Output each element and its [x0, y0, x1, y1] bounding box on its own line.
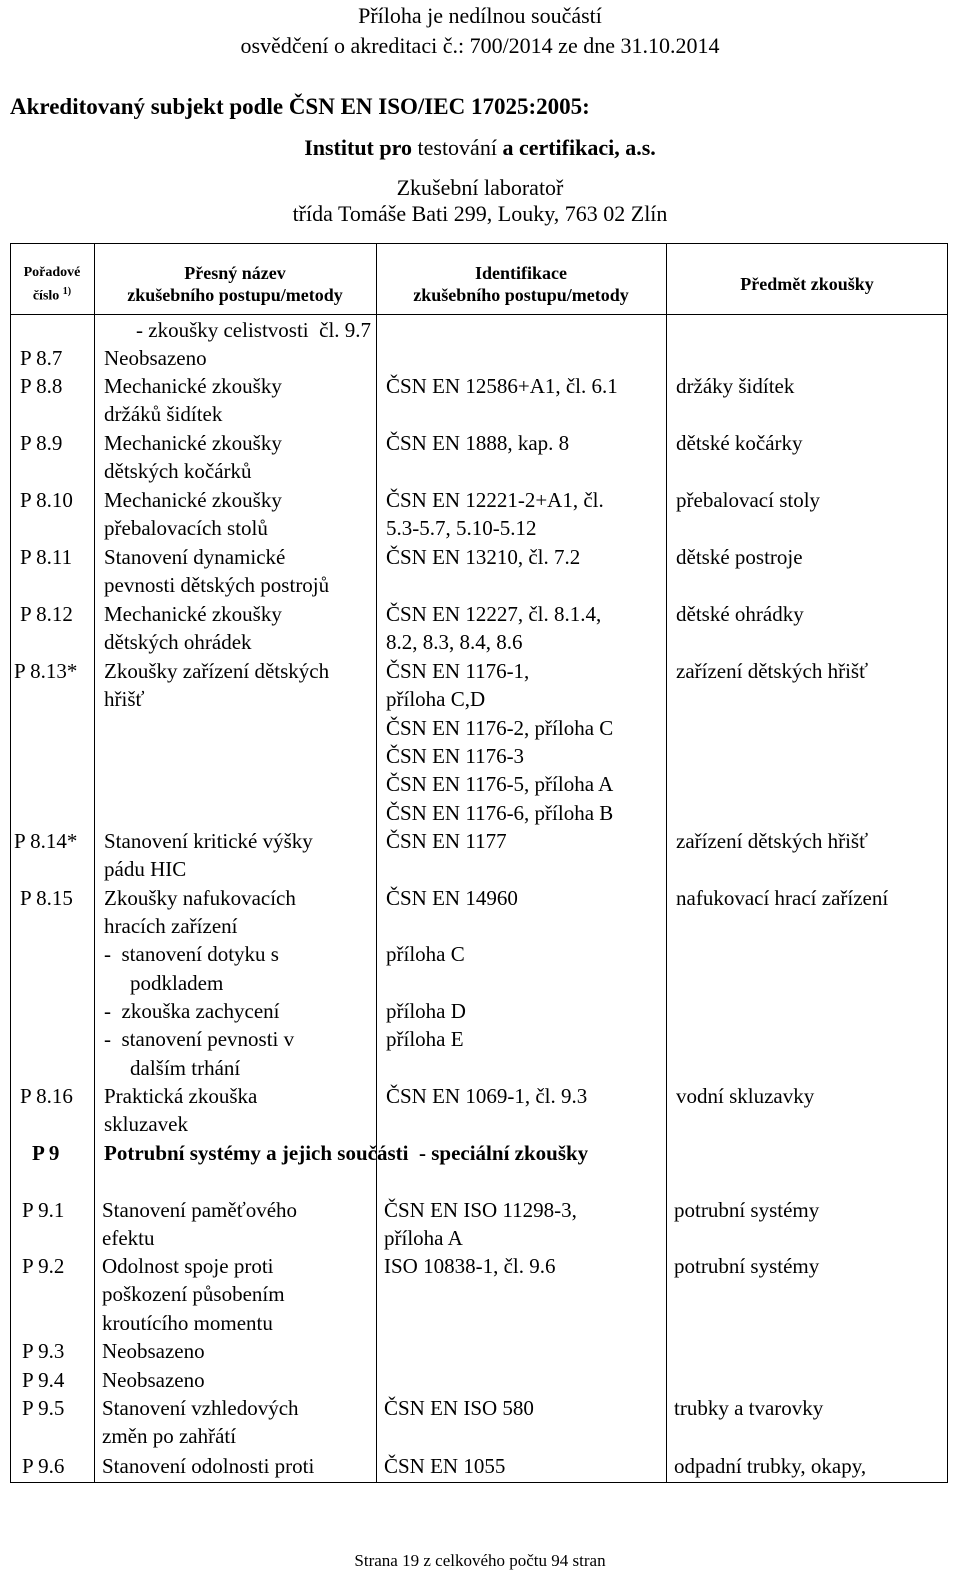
row-identification: ČSN EN 1055	[384, 1454, 506, 1478]
row-identification: ISO 10838-1, čl. 9.6	[384, 1254, 556, 1278]
row-name: hřišť	[104, 687, 145, 711]
row-name: Stanovení dynamické	[104, 545, 286, 569]
row-name: přebalovacích stolů	[104, 516, 268, 540]
row-subject: potrubní systémy	[674, 1254, 820, 1278]
row-number: P 9.1	[22, 1198, 65, 1222]
row-name: hracích zařízení	[104, 914, 238, 938]
row-name: - stanovení pevnosti v	[104, 1027, 295, 1051]
row-name: Mechanické zkoušky	[104, 374, 282, 398]
row-name: - stanovení dotyku s	[104, 942, 279, 966]
col-divider-1	[94, 243, 95, 1483]
table-left-border	[10, 243, 11, 1483]
row-identification: příloha C,D	[386, 687, 486, 711]
row-name: kroutícího momentu	[102, 1311, 273, 1335]
row-name: změn po zahřátí	[102, 1424, 237, 1448]
row-subject: držáky šidítek	[676, 374, 795, 398]
row-number: P 8.15	[20, 886, 73, 910]
row-number: P 8.9	[20, 431, 63, 455]
row-subject: zařízení dětských hřišť	[676, 829, 869, 853]
row-identification: příloha C	[386, 942, 465, 966]
row-identification: ČSN EN ISO 11298-3,	[384, 1198, 577, 1222]
row-name: Stanovení vzhledových	[102, 1396, 299, 1420]
row-number: P 8.7	[20, 346, 63, 370]
page-footer: Strana 19 z celkového počtu 94 stran	[354, 1551, 606, 1570]
row-number: P 8.10	[20, 488, 73, 512]
row-name: pevnosti dětských postrojů	[104, 573, 330, 597]
institute-name: Institut pro testování a certifikaci, a.s.	[304, 135, 656, 160]
row-identification: ČSN EN 1176-6, příloha B	[386, 801, 614, 825]
row-number: P 8.12	[20, 602, 73, 626]
row-subject: potrubní systémy	[674, 1198, 820, 1222]
row-identification: příloha D	[386, 999, 466, 1023]
row-name: Mechanické zkoušky	[104, 431, 282, 455]
row-number: P 9.4	[22, 1368, 65, 1392]
row-name: Praktická zkouška	[104, 1084, 258, 1108]
row-identification: ČSN EN 1176-1,	[386, 659, 530, 683]
row-subject: vodní skluzavky	[676, 1084, 815, 1108]
row-name: Neobsazeno	[104, 346, 207, 370]
col-head-identification: Identifikace zkušebního postupu/metody	[413, 263, 629, 305]
row-identification: ČSN EN 1176-5, příloha A	[386, 772, 614, 796]
row-name: dětských kočárků	[104, 459, 252, 483]
row-identification: 5.3-5.7, 5.10-5.12	[386, 516, 537, 540]
row-identification: příloha E	[386, 1027, 464, 1051]
row-name: skluzavek	[104, 1112, 188, 1136]
row-name: Mechanické zkoušky	[104, 488, 282, 512]
col-head-subject: Předmět zkoušky	[740, 274, 874, 294]
row-identification: ČSN EN 1888, kap. 8	[386, 431, 570, 455]
row-name: efektu	[102, 1226, 155, 1250]
row-name: držáků šidítek	[104, 402, 223, 426]
row-name: Odolnost spoje proti	[102, 1254, 274, 1278]
row-name: Mechanické zkoušky	[104, 602, 282, 626]
col-head-number: Pořadové číslo $^{1)}$	[23, 265, 81, 304]
row-name: dalším trhání	[130, 1056, 241, 1080]
row-subject: zařízení dětských hřišť	[676, 659, 869, 683]
row-subject: nafukovací hrací zařízení	[676, 886, 889, 910]
row-identification: ČSN EN ISO 580	[384, 1396, 534, 1420]
row-number: P 9.5	[22, 1396, 65, 1420]
row-name: - zkouška zachycení	[104, 999, 280, 1023]
table-right-border	[947, 243, 948, 1483]
row-subject: dětské postroje	[676, 545, 803, 569]
row-identification: 8.2, 8.3, 8.4, 8.6	[386, 630, 523, 654]
row-subject: dětské kočárky	[676, 431, 803, 455]
section-title: Potrubní systémy a jejich součásti - speciální zkoušky	[104, 1141, 589, 1165]
row-name: Stanovení kritické výšky	[104, 829, 313, 853]
table-top-border	[10, 243, 948, 244]
row-number: P 8.13*	[14, 659, 78, 683]
row-number: P 9.6	[22, 1454, 65, 1478]
row-name: pádu HIC	[104, 857, 187, 881]
row-name: podkladem	[130, 971, 224, 995]
row-number: P 8.14*	[14, 829, 78, 853]
row-continuation-name: - zkoušky celistvosti čl. 9.7	[136, 318, 372, 342]
row-name: Zkoušky nafukovacích	[104, 886, 296, 910]
col-divider-3	[666, 243, 667, 1483]
row-subject: odpadní trubky, okapy,	[674, 1454, 867, 1478]
annex-note: Příloha je nedílnou součástí	[358, 3, 602, 28]
row-identification: ČSN EN 1176-3	[386, 744, 525, 768]
section-number: P 9	[32, 1141, 60, 1165]
row-name: dětských ohrádek	[104, 630, 252, 654]
row-subject: dětské ohrádky	[676, 602, 804, 626]
row-number: P 8.16	[20, 1084, 73, 1108]
row-name: Neobsazeno	[102, 1368, 205, 1392]
row-subject: trubky a tvarovky	[674, 1396, 824, 1420]
row-identification: ČSN EN 1177	[386, 829, 507, 853]
row-name: Neobsazeno	[102, 1339, 205, 1363]
row-name: Stanovení odolnosti proti	[102, 1454, 315, 1478]
row-identification: ČSN EN 12586+A1, čl. 6.1	[386, 374, 618, 398]
row-identification: ČSN EN 12227, čl. 8.1.4,	[386, 602, 602, 626]
row-number: P 9.3	[22, 1339, 65, 1363]
row-subject: přebalovací stoly	[676, 488, 821, 512]
row-number: P 8.8	[20, 374, 63, 398]
table-head-border	[10, 314, 948, 315]
col-divider-2	[376, 243, 377, 1483]
row-name: Zkoušky zařízení dětských	[104, 659, 330, 683]
col-head-name: Přesný název zkušebního postupu/metody	[127, 263, 343, 305]
table-bottom-border	[10, 1482, 948, 1483]
row-name: poškození působením	[102, 1282, 285, 1306]
row-identification: ČSN EN 13210, čl. 7.2	[386, 545, 581, 569]
accreditation-heading: Akreditovaný subjekt podle ČSN EN ISO/IEC 17025:2005:	[10, 94, 590, 119]
row-number: P 8.11	[20, 545, 73, 569]
row-identification: ČSN EN 12221-2+A1, čl.	[386, 488, 604, 512]
certificate-reference: osvědčení o akreditaci č.: 700/2014 ze dne 31.10.2014	[240, 33, 720, 58]
row-identification: ČSN EN 1176-2, příloha C	[386, 716, 614, 740]
laboratory-address: třída Tomáše Bati 299, Louky, 763 02 Zlín	[292, 201, 668, 226]
laboratory-name: Zkušební laboratoř	[396, 175, 564, 200]
row-identification: ČSN EN 1069-1, čl. 9.3	[386, 1084, 588, 1108]
row-name: Stanovení paměťového	[102, 1198, 298, 1222]
row-identification: příloha A	[384, 1226, 463, 1250]
row-identification: ČSN EN 14960	[386, 886, 518, 910]
row-number: P 9.2	[22, 1254, 65, 1278]
